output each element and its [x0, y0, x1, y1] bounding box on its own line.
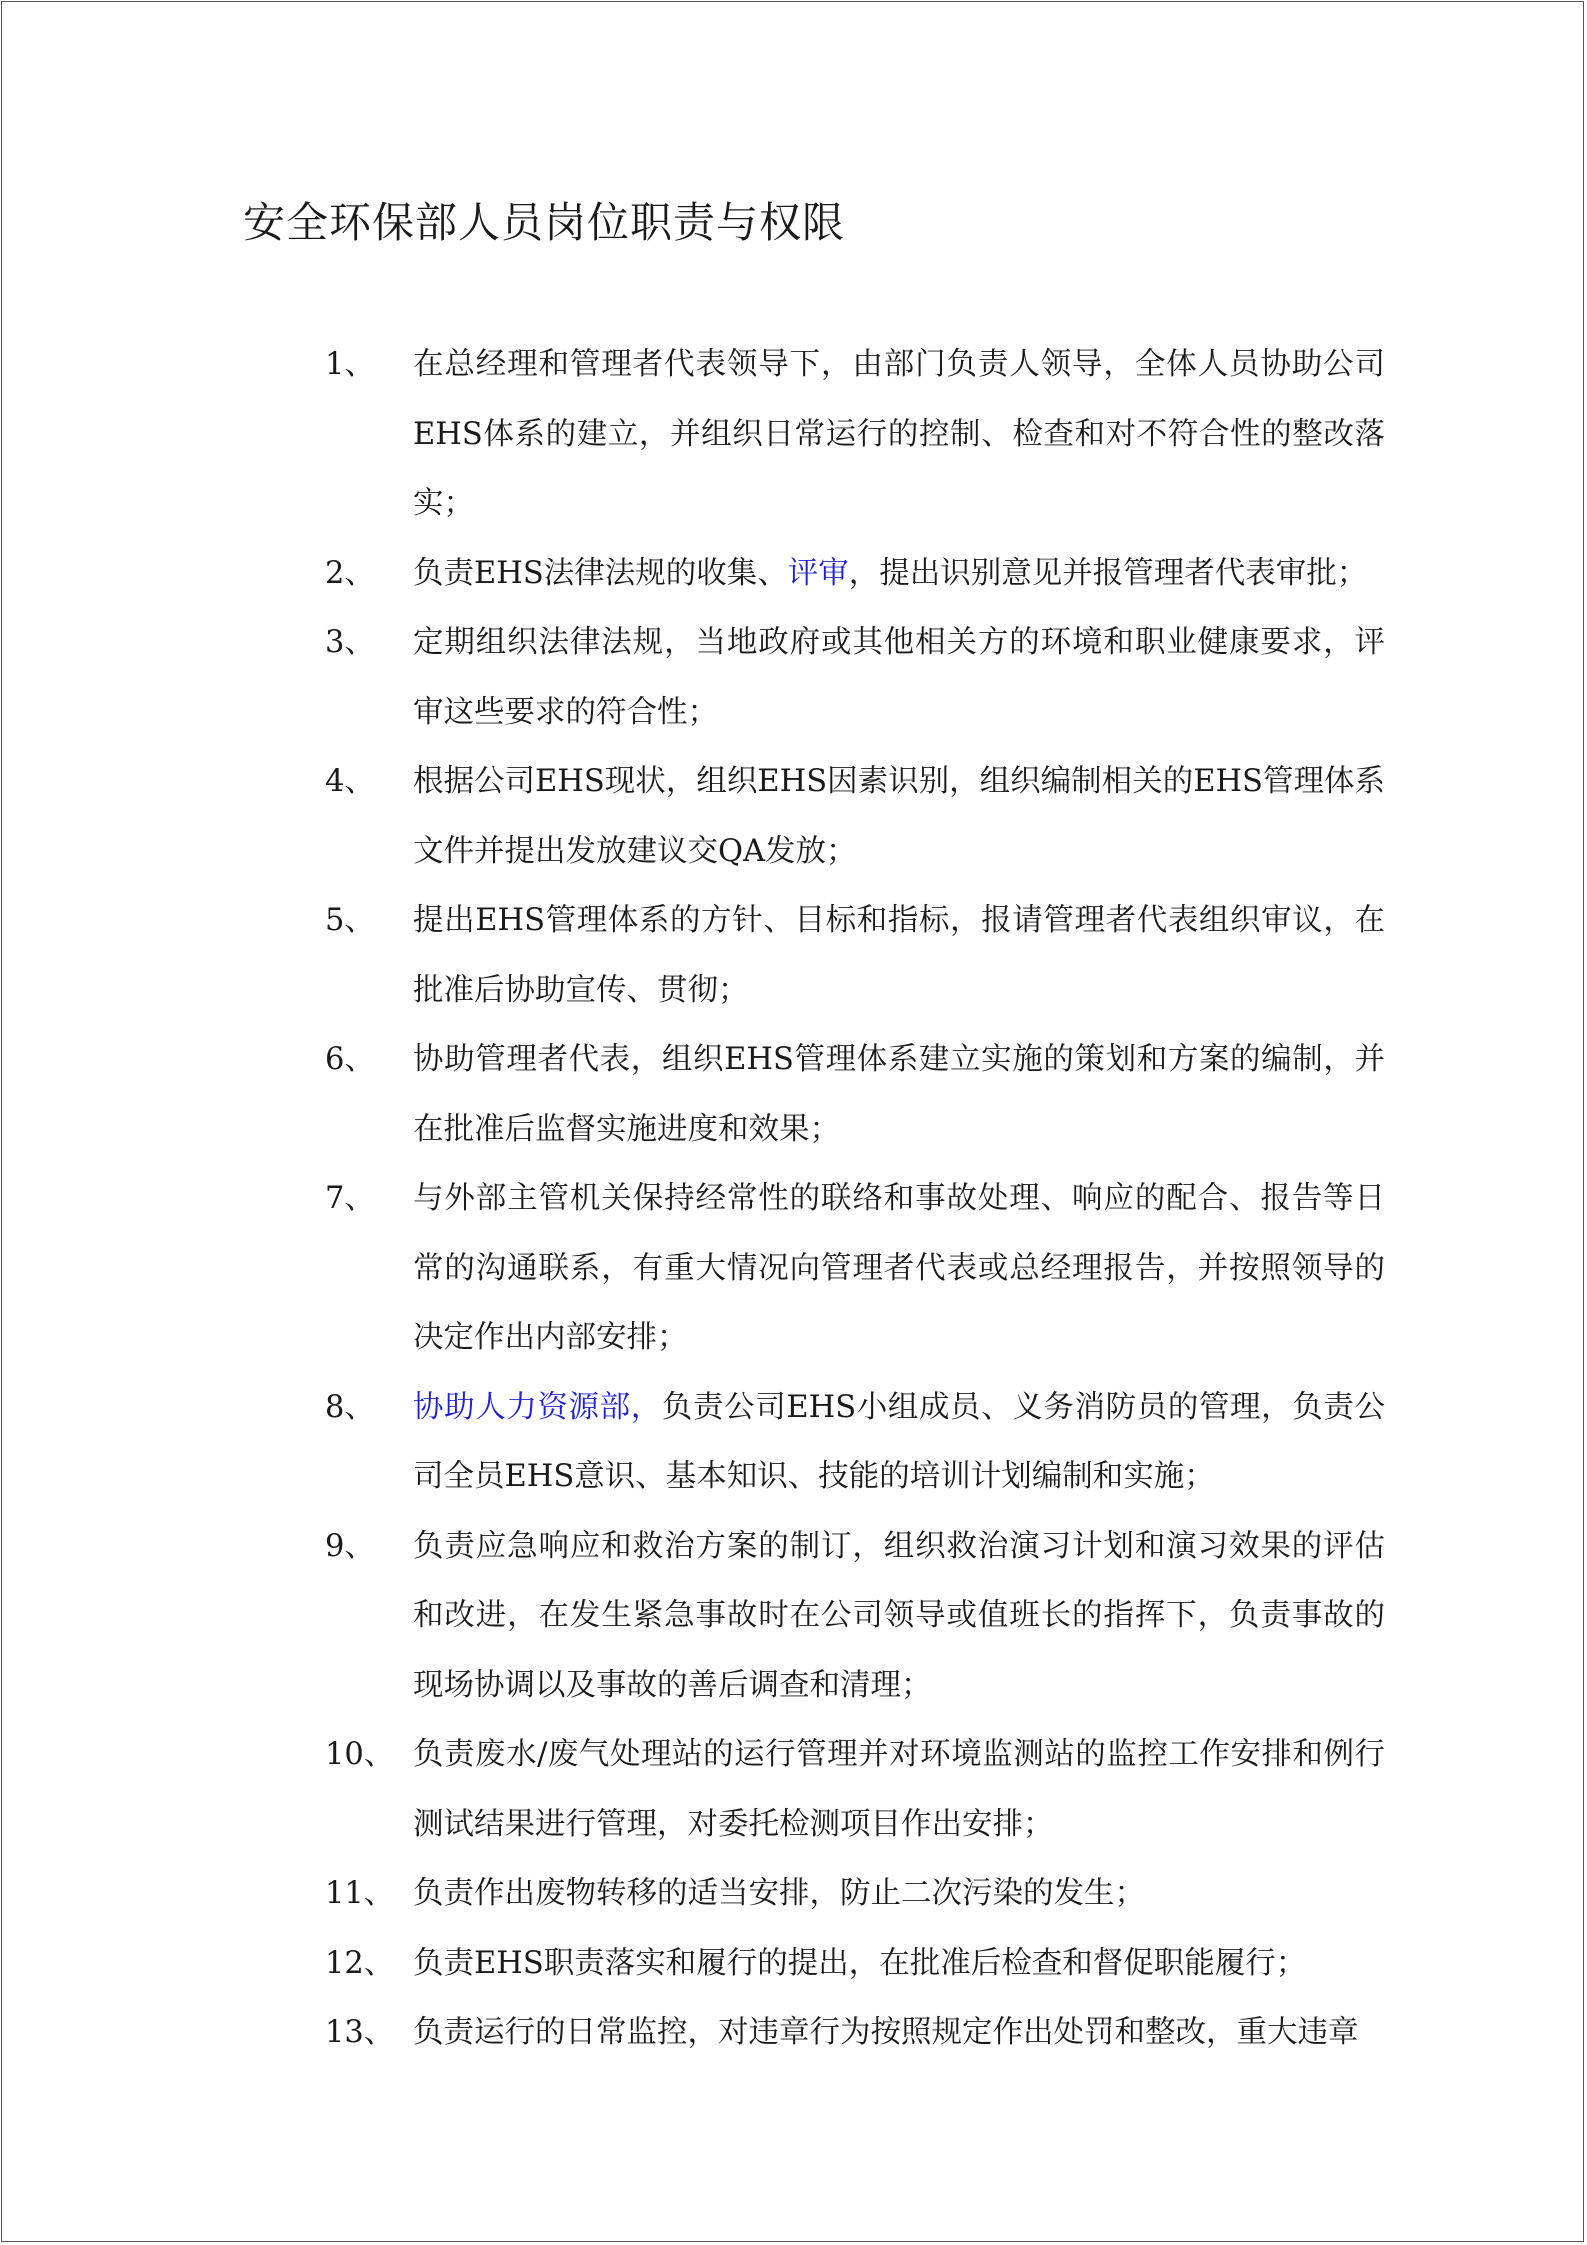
item-text: 负责废水/废气处理站的运行管理并对环境监测站的监控工作安排和例行测试结果进行管理，对委托检测项目作出安排；: [413, 1737, 1385, 1842]
list-item: [325, 886, 1385, 1025]
item-number: 12、: [325, 1945, 395, 1981]
item-text: 提出EHS管理体系的方针、目标和指标，报请管理者代表组织审议，在批准后协助宣传、贯彻；: [413, 903, 1385, 1008]
item-text: 负责运行的日常监控，对违章行为按照规定作出处罚和整改，重大违章: [413, 2015, 1359, 2050]
item-number: 11、: [325, 1876, 395, 1911]
item-text: 在总经理和管理者代表领导下，由部门负责人领导，全体人员协助公司EHS体系的建立，并组织日常运行的控制、检查和对不符合性的整改落实；: [413, 347, 1385, 521]
item-number: 3、: [325, 625, 375, 660]
list-item: [325, 1929, 1385, 1999]
list-item: [325, 539, 1385, 609]
list-item: [325, 1720, 1385, 1859]
item-text: 负责EHS职责落实和履行的提出，在批准后检查和督促职能履行；: [413, 1945, 1307, 1981]
item-text: 根据公司EHS现状，组织EHS因素识别，组织编制相关的EHS管理体系文件并提出发放建议交QA发放；: [413, 764, 1385, 869]
responsibility-list: [325, 330, 1385, 2068]
list-item: [325, 747, 1385, 886]
item-number: 1、: [325, 347, 375, 382]
item-number: 7、: [325, 1181, 375, 1216]
item-number: 2、: [325, 555, 375, 591]
item-text: 定期组织法律法规，当地政府或其他相关方的环境和职业健康要求，评审这些要求的符合性；: [413, 625, 1385, 730]
item-text: 与外部主管机关保持经常性的联络和事故处理、响应的配合、报告等日常的沟通联系，有重大情况向管理者代表或总经理报告，并按照领导的决定作出内部安排；: [413, 1181, 1385, 1355]
list-item: [325, 1025, 1385, 1164]
item-number: 6、: [325, 1042, 375, 1077]
list-item: [325, 1373, 1385, 1512]
item-text: 协助管理者代表，组织EHS管理体系建立实施的策划和方案的编制，并在批准后监督实施进度和效果；: [413, 1042, 1385, 1147]
highlighted-text: 评审: [787, 555, 849, 591]
list-item: [325, 330, 1385, 539]
item-text: 负责作出废物转移的适当安排，防止二次污染的发生；: [413, 1876, 1145, 1911]
item-text-prefix: 负责EHS法律法规的收集、: [413, 555, 788, 591]
list-item: [325, 1512, 1385, 1721]
item-number: 13、: [325, 2015, 395, 2050]
item-number: 9、: [325, 1528, 375, 1564]
item-text: 负责公司EHS小组成员、义务消防员的管理，负责公司全员EHS意识、基本知识、技能的培训计划编制和实施；: [413, 1389, 1386, 1494]
document-title: 安全环保部人员岗位职责与权限: [243, 198, 846, 247]
list-item: [325, 608, 1385, 747]
item-number: 4、: [325, 764, 375, 799]
list-item: [325, 1998, 1385, 2068]
item-number: 8、: [325, 1389, 375, 1425]
item-text: 负责应急响应和救治方案的制订，组织救治演习计划和演习效果的评估和改进，在发生紧急事故时在公司领导或值班长的指挥下，负责事故的现场协调以及事故的善后调查和清理；: [413, 1528, 1385, 1703]
item-number: 10、: [325, 1737, 395, 1772]
list-item: [325, 1859, 1385, 1929]
list-item: [325, 1164, 1385, 1373]
item-number: 5、: [325, 903, 375, 938]
item-text: ，提出识别意见并报管理者代表审批；: [848, 555, 1368, 591]
highlighted-text: 协助人力资源部，: [413, 1389, 662, 1425]
